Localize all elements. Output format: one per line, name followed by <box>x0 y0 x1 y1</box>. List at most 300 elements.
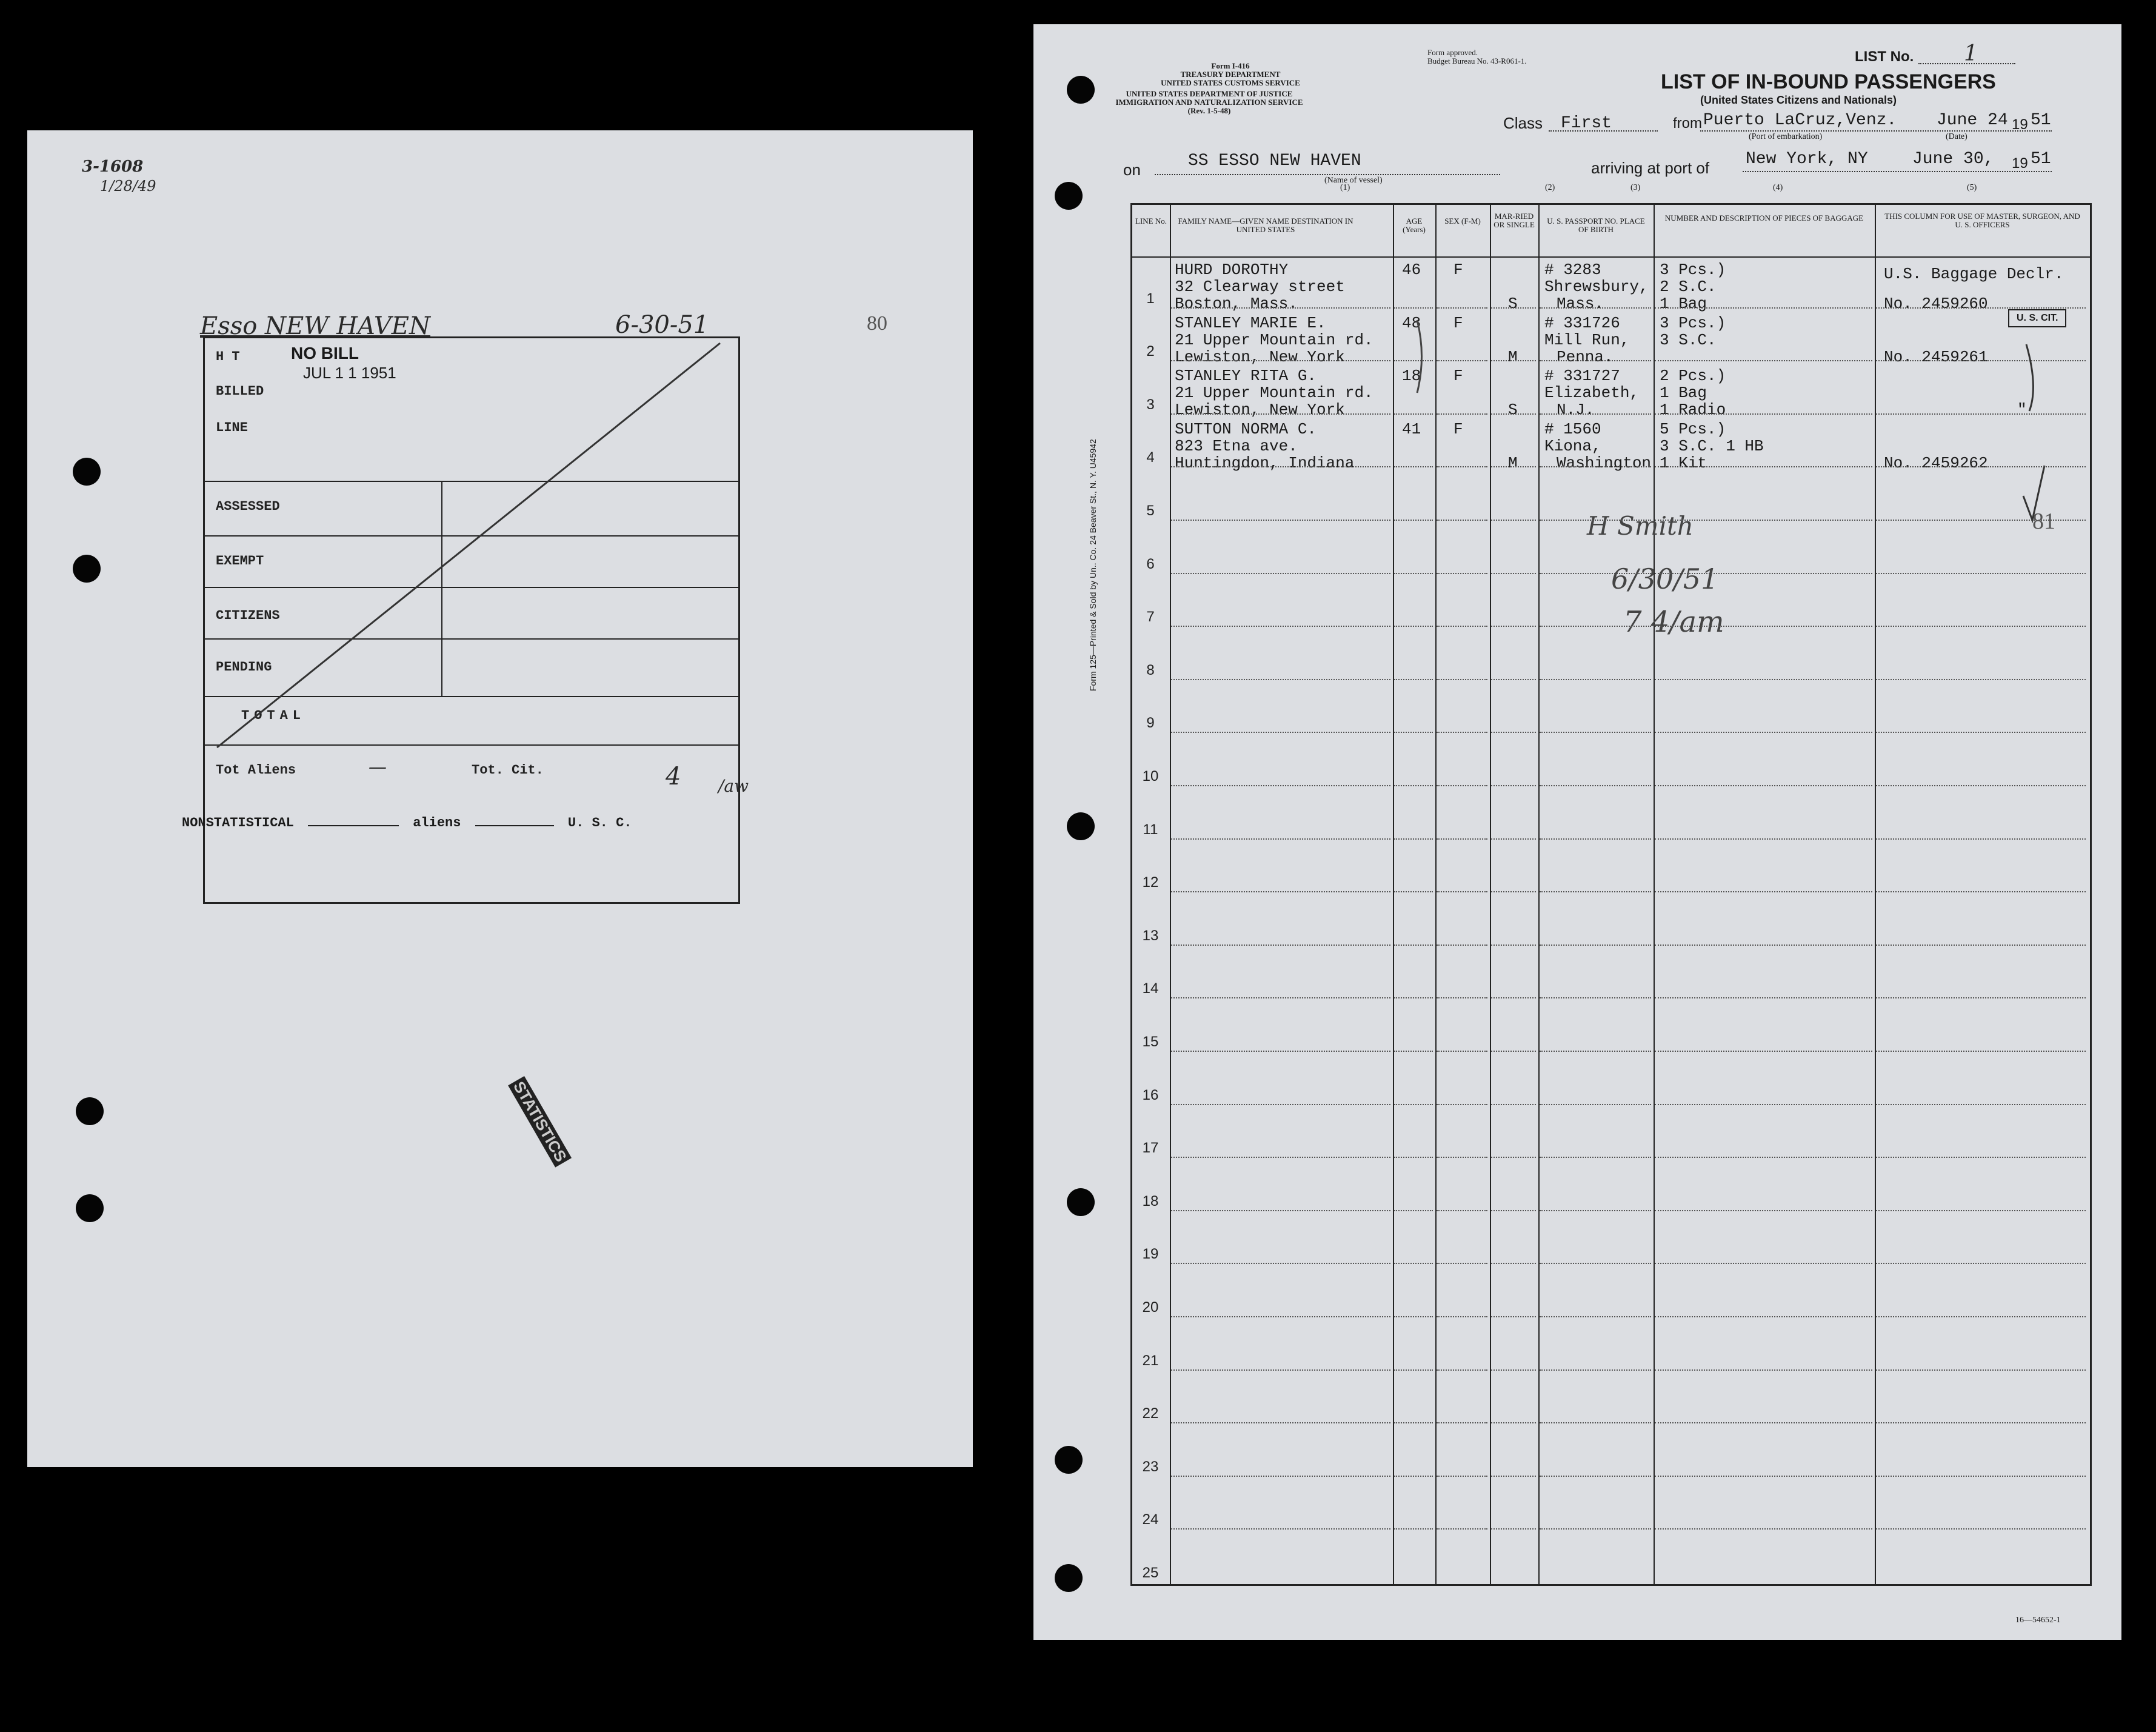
form-id: Form I-416 TREASURY DEPARTMENT UNITED STATES CUSTOMS SERVICE <box>1161 61 1300 87</box>
colnum-1: (1) <box>1340 183 1350 192</box>
row-rule <box>1491 1104 1536 1105</box>
passenger-name: SUTTON NORMA C. <box>1175 420 1317 438</box>
passport-number: # 3283 <box>1544 261 1601 279</box>
row-rule <box>1655 1422 1872 1423</box>
row-rule <box>1655 466 1872 467</box>
line-number: 3 <box>1146 396 1155 413</box>
row-rule <box>1394 520 1433 521</box>
page-number: 80 <box>867 312 887 335</box>
tot-aliens-label: Tot Aliens <box>216 763 296 778</box>
line-number: 17 <box>1142 1140 1159 1157</box>
header-passport: U. S. PASSPORT NO. PLACE OF BIRTH <box>1547 216 1645 234</box>
row-rule <box>1540 1422 1651 1423</box>
birth-place: Kiona, <box>1544 436 1601 455</box>
row-rule <box>1437 1157 1487 1158</box>
passport-number: # 331726 <box>1544 313 1620 332</box>
row-rule <box>1437 520 1487 521</box>
passenger-sex: F <box>1453 367 1463 386</box>
passenger-sex: F <box>1453 261 1463 279</box>
row-ht: H T <box>216 349 240 364</box>
row-rule <box>1437 1316 1487 1317</box>
row-rule <box>1540 732 1651 733</box>
birth-place: Mill Run, <box>1544 330 1630 349</box>
header-officers: THIS COLUMN FOR USE OF MASTER, SURGEON, AND U. S. OFFICERS <box>1884 212 2080 229</box>
passenger-marital: M <box>1508 347 1518 366</box>
row-rule <box>1394 1476 1433 1477</box>
line-number: 15 <box>1142 1034 1159 1050</box>
row-rule <box>1437 1104 1487 1105</box>
vessel-handwritten: Esso NEW HAVEN <box>200 312 430 340</box>
line-number: 25 <box>1142 1565 1159 1581</box>
passenger-sex: F <box>1453 420 1463 438</box>
row-rule <box>1437 307 1487 309</box>
row-rule <box>1491 732 1536 733</box>
passenger-marital: S <box>1508 295 1518 313</box>
baggage-pieces: 3 Pcs.) <box>1660 261 1726 279</box>
arrival-year-prefix: 19 <box>2012 155 2028 172</box>
row-rule <box>1394 891 1433 892</box>
row-rule <box>1655 838 1872 840</box>
passenger-sex: F <box>1453 313 1463 332</box>
row-rule <box>1491 1157 1536 1158</box>
birth-state: N.J. <box>1557 401 1595 420</box>
row-rule <box>1655 1263 1872 1264</box>
row-rule <box>1394 1369 1433 1371</box>
from-year: 51 <box>2031 111 2051 130</box>
row-rule <box>1394 1422 1433 1423</box>
row-rule <box>1540 1263 1651 1264</box>
from-date: June 24 <box>1937 111 2008 130</box>
row-rule <box>1171 1157 1390 1158</box>
row-rule <box>1491 785 1536 786</box>
row-rule <box>1394 626 1433 627</box>
corner-date: 1/28/49 <box>100 178 156 195</box>
passenger-marital: S <box>1508 401 1518 420</box>
row-rule <box>1540 997 1651 998</box>
row-rule <box>1655 1316 1872 1317</box>
row-rule <box>1437 785 1487 786</box>
baggage-pieces: 3 Pcs.) <box>1660 313 1726 332</box>
passenger-marital: M <box>1508 453 1518 472</box>
row-rule <box>1171 520 1390 521</box>
row-rule <box>1876 891 2086 892</box>
row-exempt: EXEMPT <box>216 553 264 569</box>
row-billed: BILLED <box>216 384 264 399</box>
row-rule <box>1491 573 1536 574</box>
row-rule <box>1540 785 1651 786</box>
inspector-date: 6/30/51 <box>1611 563 1719 595</box>
row-rule <box>1540 413 1651 415</box>
row-rule <box>1171 307 1390 309</box>
class-value: First <box>1561 114 1612 133</box>
line-number: 11 <box>1143 821 1158 838</box>
row-rule <box>1437 1528 1487 1530</box>
line-number: 4 <box>1146 449 1155 466</box>
line-number: 9 <box>1146 715 1155 732</box>
row-rule <box>1491 679 1536 680</box>
row-rule <box>1876 838 2086 840</box>
vessel-label: (Name of vessel) <box>1324 176 1383 185</box>
row-rule <box>1171 1476 1390 1477</box>
passenger-name: STANLEY MARIE E. <box>1175 313 1326 332</box>
row-rule <box>1394 1051 1433 1052</box>
passenger-city: Boston, Mass. <box>1175 295 1298 313</box>
row-rule <box>1491 1369 1536 1371</box>
date-label: (Date) <box>1946 132 1967 141</box>
tot-cit-value: 4 <box>666 763 681 791</box>
row-rule <box>1655 1104 1872 1105</box>
row-rule <box>1171 838 1390 840</box>
baggage-declaration: " <box>2017 401 2027 420</box>
justice-dept: UNITED STATES DEPARTMENT OF JUSTICE IMMIGRATION AND NATURALIZATION SERVICE (Rev. 1-5-48) <box>1115 89 1303 115</box>
row-rule <box>1540 520 1651 521</box>
arriving-label: arriving at port of <box>1591 159 1710 177</box>
baggage-pieces: 2 Pcs.) <box>1660 367 1726 386</box>
row-rule <box>1876 520 2086 521</box>
no-bill-stamp: NO BILL <box>291 344 359 363</box>
birth-state: Mass. <box>1557 295 1604 313</box>
row-pending: PENDING <box>216 660 272 675</box>
row-rule <box>1171 1369 1390 1371</box>
port-embark-label: (Port of embarkation) <box>1749 132 1823 141</box>
hand-marks <box>1132 205 2090 1584</box>
punch-hole <box>1067 812 1095 840</box>
row-rule <box>1540 1316 1651 1317</box>
row-rule <box>1171 945 1390 946</box>
row-rule <box>1437 945 1487 946</box>
initials: /aw <box>718 776 749 796</box>
row-rule <box>1540 1210 1651 1211</box>
birth-state: Penna. <box>1557 347 1614 366</box>
row-rule <box>1655 1369 1872 1371</box>
row-rule <box>1876 1157 2086 1158</box>
baggage-declaration: No. 2459261 <box>1884 347 1988 366</box>
baggage-detail: 1 Radio <box>1660 401 1726 420</box>
passport-number: # 1560 <box>1544 420 1601 438</box>
punch-hole <box>1067 1188 1095 1216</box>
line-number: 22 <box>1142 1405 1159 1422</box>
footer-code: 16—54652-1 <box>2015 1616 2061 1625</box>
row-rule <box>1540 466 1651 467</box>
row-rule <box>1540 1051 1651 1052</box>
row-rule <box>1491 626 1536 627</box>
row-rule <box>1394 466 1433 467</box>
header-name: FAMILY NAME—GIVEN NAME DESTINATION IN UNITED STATES <box>1178 216 1353 234</box>
row-rule <box>1491 1422 1536 1423</box>
row-rule <box>1876 1263 2086 1264</box>
header-age: AGE (Years) <box>1403 216 1426 234</box>
row-rule <box>1876 1210 2086 1211</box>
row-rule <box>1171 785 1390 786</box>
row-rule <box>1540 1157 1651 1158</box>
punch-hole <box>1055 1446 1083 1474</box>
class-label: Class <box>1503 114 1543 132</box>
line-number: 6 <box>1146 555 1155 572</box>
row-rule <box>1437 1422 1487 1423</box>
birth-place: Shrewsbury, <box>1544 278 1649 296</box>
birth-place: Elizabeth, <box>1544 384 1640 403</box>
row-rule <box>1876 1528 2086 1530</box>
line-number: 8 <box>1146 661 1155 678</box>
row-rule <box>1540 307 1651 309</box>
line-number: 5 <box>1146 503 1155 519</box>
row-rule <box>1876 1104 2086 1105</box>
row-rule <box>1876 360 2086 361</box>
row-rule <box>1655 785 1872 786</box>
line-number: 20 <box>1142 1299 1159 1316</box>
row-rule <box>1171 573 1390 574</box>
row-rule <box>1491 1263 1536 1264</box>
row-rule <box>1437 838 1487 840</box>
row-rule <box>1394 1316 1433 1317</box>
list-no-label: LIST No. <box>1855 48 1914 65</box>
passenger-name: STANLEY RITA G. <box>1175 367 1317 386</box>
left-card-sheet <box>27 130 973 1467</box>
row-rule <box>1437 573 1487 574</box>
baggage-detail: 2 S.C. <box>1660 278 1717 296</box>
baggage-detail: 3 S.C. 1 HB <box>1660 436 1764 455</box>
line-number: 21 <box>1142 1352 1159 1369</box>
passenger-name: HURD DOROTHY <box>1175 261 1289 279</box>
row-rule <box>1491 997 1536 998</box>
row-rule <box>1437 360 1487 361</box>
from-year-prefix: 19 <box>2012 116 2028 133</box>
row-rule <box>1876 307 2086 309</box>
punch-hole <box>1055 182 1083 210</box>
row-rule <box>1491 413 1536 415</box>
baggage-declaration: No. 2459262 <box>1884 453 1988 472</box>
row-rule <box>1876 1422 2086 1423</box>
row-rule <box>1540 626 1651 627</box>
row-rule <box>1491 1528 1536 1530</box>
passenger-address: 21 Upper Mountain rd. <box>1175 384 1373 403</box>
row-rule <box>1655 360 1872 361</box>
row-rule <box>1540 1476 1651 1477</box>
row-rule <box>1171 997 1390 998</box>
line-number: 19 <box>1142 1246 1159 1263</box>
row-rule <box>1437 626 1487 627</box>
punch-hole <box>76 1097 104 1125</box>
form-title: LIST OF IN-BOUND PASSENGERS <box>1661 70 1996 93</box>
statistics-stamp: STATISTICS <box>508 1076 572 1167</box>
row-rule <box>1394 1104 1433 1105</box>
punch-hole <box>73 458 101 486</box>
row-rule <box>1171 732 1390 733</box>
punch-hole <box>76 1194 104 1222</box>
row-total: TOTAL <box>241 708 306 723</box>
passenger-age: 46 <box>1402 261 1421 279</box>
row-rule <box>1491 1051 1536 1052</box>
header-baggage: NUMBER AND DESCRIPTION OF PIECES OF BAGGAGE <box>1664 213 1864 222</box>
row-rule <box>1171 1528 1390 1530</box>
inspector-time: 7 4/am <box>1623 605 1724 639</box>
nonstatistical-label: NONSTATISTICAL <box>182 815 294 831</box>
row-rule <box>1491 520 1536 521</box>
passenger-city: Lewiston, New York <box>1175 401 1345 420</box>
row-rule <box>1491 891 1536 892</box>
line-number: 13 <box>1142 927 1159 944</box>
row-rule <box>1876 1476 2086 1477</box>
line-number: 2 <box>1146 343 1155 360</box>
row-rule <box>1491 1476 1536 1477</box>
row-rule <box>1394 785 1433 786</box>
row-rule <box>1655 732 1872 733</box>
row-rule <box>1437 413 1487 415</box>
passenger-age: 41 <box>1402 420 1421 438</box>
row-rule <box>1655 307 1872 309</box>
baggage-declaration: No. 2459260 <box>1884 295 1988 313</box>
passenger-address: 823 Etna ave. <box>1175 436 1298 455</box>
row-rule <box>1876 1369 2086 1371</box>
row-rule <box>1876 1316 2086 1317</box>
row-rule <box>1491 307 1536 309</box>
page-number-right: 81 <box>2032 509 2055 534</box>
row-rule <box>1171 1316 1390 1317</box>
passport-number: # 331727 <box>1544 367 1620 386</box>
row-line: LINE <box>216 420 248 435</box>
baggage-pieces: 5 Pcs.) <box>1660 420 1726 438</box>
on-label: on <box>1123 161 1141 179</box>
passenger-city: Lewiston, New York <box>1175 347 1345 366</box>
row-citizens: CITIZENS <box>216 608 280 623</box>
form-subtitle: (United States Citizens and Nationals) <box>1700 94 1897 106</box>
row-rule <box>1171 1104 1390 1105</box>
tot-aliens-value: — <box>369 757 387 778</box>
line-number: 18 <box>1142 1192 1159 1209</box>
row-rule <box>1655 997 1872 998</box>
line-number: 16 <box>1142 1086 1159 1103</box>
row-rule <box>1171 1051 1390 1052</box>
row-rule <box>1437 732 1487 733</box>
row-rule <box>1437 997 1487 998</box>
row-rule <box>1540 1528 1651 1530</box>
from-label: from <box>1673 115 1702 132</box>
row-rule <box>1655 413 1872 415</box>
row-rule <box>1540 360 1651 361</box>
row-rule <box>1876 1051 2086 1052</box>
row-rule <box>1491 360 1536 361</box>
passenger-city: Huntingdon, Indiana <box>1175 453 1355 472</box>
line-number: 7 <box>1146 609 1155 626</box>
row-rule <box>1540 945 1651 946</box>
line-number: 12 <box>1142 874 1159 891</box>
passenger-age: 18 <box>1402 367 1421 386</box>
row-rule <box>1437 1369 1487 1371</box>
row-rule <box>1491 1210 1536 1211</box>
row-rule <box>1171 466 1390 467</box>
arrival-date: June 30, <box>1912 150 1994 169</box>
row-rule <box>1655 1051 1872 1052</box>
row-rule <box>1876 732 2086 733</box>
row-rule <box>1394 732 1433 733</box>
row-rule <box>1437 1476 1487 1477</box>
us-cit-stamp: U. S. CIT. <box>2008 309 2066 327</box>
row-rule <box>1171 626 1390 627</box>
line-number: 10 <box>1142 768 1159 784</box>
manifest-sheet <box>1033 24 2121 1640</box>
row-rule <box>1394 360 1433 361</box>
row-rule <box>1655 679 1872 680</box>
row-rule <box>1171 413 1390 415</box>
corner-number: 3-1608 <box>82 158 144 176</box>
row-rule <box>1171 1422 1390 1423</box>
row-rule <box>1491 838 1536 840</box>
punch-hole <box>1067 76 1095 104</box>
line-number: 1 <box>1146 290 1155 307</box>
nonstatistical-line <box>182 815 632 831</box>
row-rule <box>1655 891 1872 892</box>
row-rule <box>1540 1104 1651 1105</box>
baggage-decl-header: U.S. Baggage Declr. <box>1884 265 2064 283</box>
row-rule <box>1540 891 1651 892</box>
row-rule <box>1394 679 1433 680</box>
passenger-age: 48 <box>1402 313 1421 332</box>
punch-hole <box>1055 1564 1083 1592</box>
row-rule <box>1171 891 1390 892</box>
row-rule <box>1437 466 1487 467</box>
row-rule <box>1655 945 1872 946</box>
row-rule <box>1437 891 1487 892</box>
row-rule <box>1437 1210 1487 1211</box>
row-rule <box>1437 679 1487 680</box>
passenger-grid <box>1130 203 2092 1586</box>
row-rule <box>1394 1528 1433 1530</box>
row-rule <box>1655 626 1872 627</box>
row-rule <box>1876 466 2086 467</box>
line-number: 24 <box>1142 1511 1159 1528</box>
row-rule <box>1437 1051 1487 1052</box>
printer-side-text: Form 125—Printed & Sold by Un.. Co. 24 Beaver St., N. Y. U45942 <box>1088 439 1098 691</box>
row-rule <box>1540 1369 1651 1371</box>
no-bill-date-stamp: JUL 1 1 1951 <box>303 364 396 382</box>
row-rule <box>1540 838 1651 840</box>
header-sex: SEX (F-M) <box>1444 216 1481 226</box>
list-no-value: 1 <box>1964 41 1978 66</box>
row-rule <box>1655 1528 1872 1530</box>
punch-hole <box>73 555 101 583</box>
row-rule <box>1655 1476 1872 1477</box>
colnum-3: (3) <box>1630 183 1641 192</box>
row-rule <box>1876 573 2086 574</box>
colnum-2: (2) <box>1545 183 1555 192</box>
header-married: MAR-RIED OR SINGLE <box>1494 212 1535 229</box>
baggage-detail: 1 Bag <box>1660 295 1707 313</box>
row-rule <box>1394 307 1433 309</box>
row-rule <box>1171 679 1390 680</box>
budget-approval: Form approved. Budget Bureau No. 43-R061-1. <box>1427 48 1527 65</box>
row-rule <box>1876 413 2086 415</box>
row-rule <box>1655 1157 1872 1158</box>
row-rule <box>1876 997 2086 998</box>
row-rule <box>1876 626 2086 627</box>
row-rule <box>1876 945 2086 946</box>
header-line-no: LINE No. <box>1135 216 1167 226</box>
colnum-4: (4) <box>1773 183 1783 192</box>
row-rule <box>1394 1263 1433 1264</box>
row-rule <box>1394 838 1433 840</box>
row-rule <box>1655 1210 1872 1211</box>
row-rule <box>1876 785 2086 786</box>
row-rule <box>1491 1316 1536 1317</box>
baggage-detail: 1 Bag <box>1660 384 1707 403</box>
birth-state: Washington <box>1557 453 1652 472</box>
aliens-label: aliens <box>413 815 461 831</box>
row-rule <box>1171 1263 1390 1264</box>
inspector-signature: H Smith <box>1587 511 1694 541</box>
colnum-5: (5) <box>1967 183 1977 192</box>
row-rule <box>1394 413 1433 415</box>
row-assessed: ASSESSED <box>216 499 280 514</box>
